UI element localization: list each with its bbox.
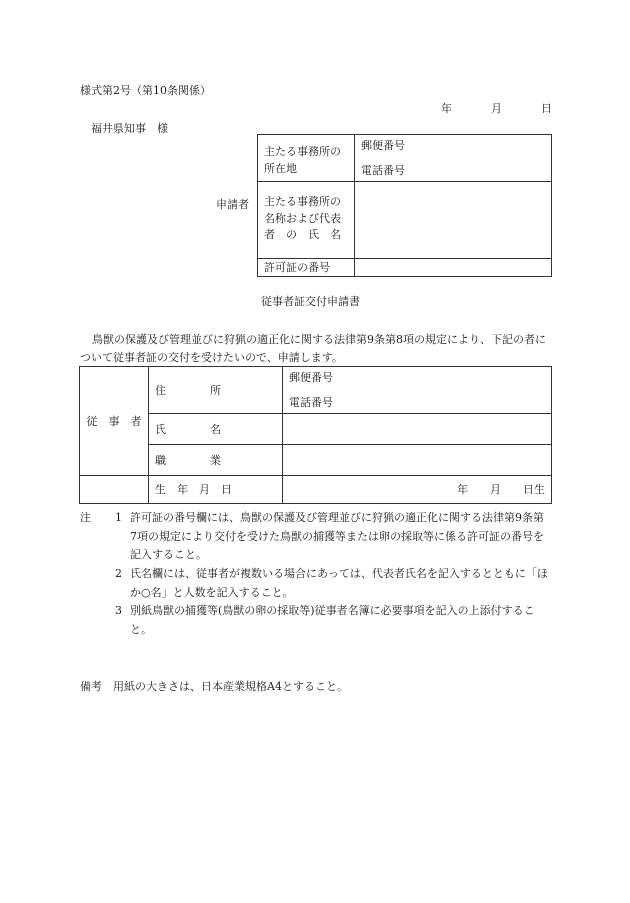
applicant-table [257, 134, 552, 277]
note-number: 1 [115, 511, 122, 524]
note-item [80, 509, 550, 565]
note-text: 氏名欄には、従事者が複数いる場合にあっては、代表者氏名を記入するとともに「ほか○名」と人数を記入すること。 [130, 567, 548, 599]
birthdate-empty-cell [80, 476, 149, 504]
intro-text: 鳥獣の保護及び管理並びに狩猟の適正化に関する法律第9条第8項の規定により、下記の者について従事者証の交付を受けたいので、申請します。 [80, 333, 546, 364]
date-year: 年 [441, 102, 452, 115]
office-name-label: 主たる事務所の名称および代表者 の 氏 名 [258, 182, 355, 259]
date-month: 月 [491, 102, 502, 115]
worker-birthdate-field[interactable]: 年 月 日生 [283, 476, 552, 504]
worker-label: 従 事 者 [80, 367, 149, 476]
addressee: 福井県知事 様 [91, 122, 168, 135]
applicant-postal-code-label: 郵便番号 [361, 139, 405, 152]
document-title: 従事者証交付申請書 [261, 295, 360, 308]
permit-number-field[interactable] [355, 259, 552, 277]
date-day: 日 [541, 102, 552, 115]
permit-number-label: 許可証の番号 [258, 259, 355, 277]
worker-occupation-field[interactable] [283, 445, 552, 476]
worker-address-field[interactable] [283, 367, 552, 414]
worker-name-field[interactable] [283, 414, 552, 445]
office-location-field[interactable] [355, 135, 552, 182]
name-label: 氏 名 [149, 414, 283, 445]
address-label: 住 所 [149, 367, 283, 414]
office-location-label: 主たる事務所の所在地 [258, 135, 355, 182]
occupation-label: 職 業 [149, 445, 283, 476]
notes-section [80, 509, 550, 640]
applicant-phone-label: 電話番号 [361, 164, 405, 178]
worker-phone-label: 電話番号 [289, 396, 333, 410]
note-number: 3 [115, 604, 122, 618]
note-number: 2 [115, 567, 122, 581]
birthdate-label: 生 年 月 日 [149, 476, 283, 504]
worker-table [79, 366, 552, 504]
applicant-label: 申請者 [216, 198, 249, 211]
note-item [80, 565, 550, 602]
note-item [80, 602, 550, 639]
remarks: 備考 用紙の大きさは、日本産業規格A4とすること。 [80, 680, 348, 693]
note-text: 別紙鳥獣の捕獲等(鳥獣の卵の採取等)従事者名簿に必要事項を記入の上添付すること。 [130, 604, 535, 637]
office-name-field[interactable] [355, 182, 552, 259]
note-text: 許可証の番号欄には、鳥獣の保護及び管理並びに狩猟の適正化に関する法律第9条第7項の規定により交付を受けた鳥獣の捕獲等または卵の採取等に係る許可証の番号を記入すること。 [130, 511, 544, 562]
date-line [441, 100, 552, 117]
worker-postal-code-label: 郵便番号 [289, 371, 333, 384]
form-number: 様式第2号（第10条関係） [80, 84, 211, 97]
notes-heading: 注 [80, 511, 91, 524]
